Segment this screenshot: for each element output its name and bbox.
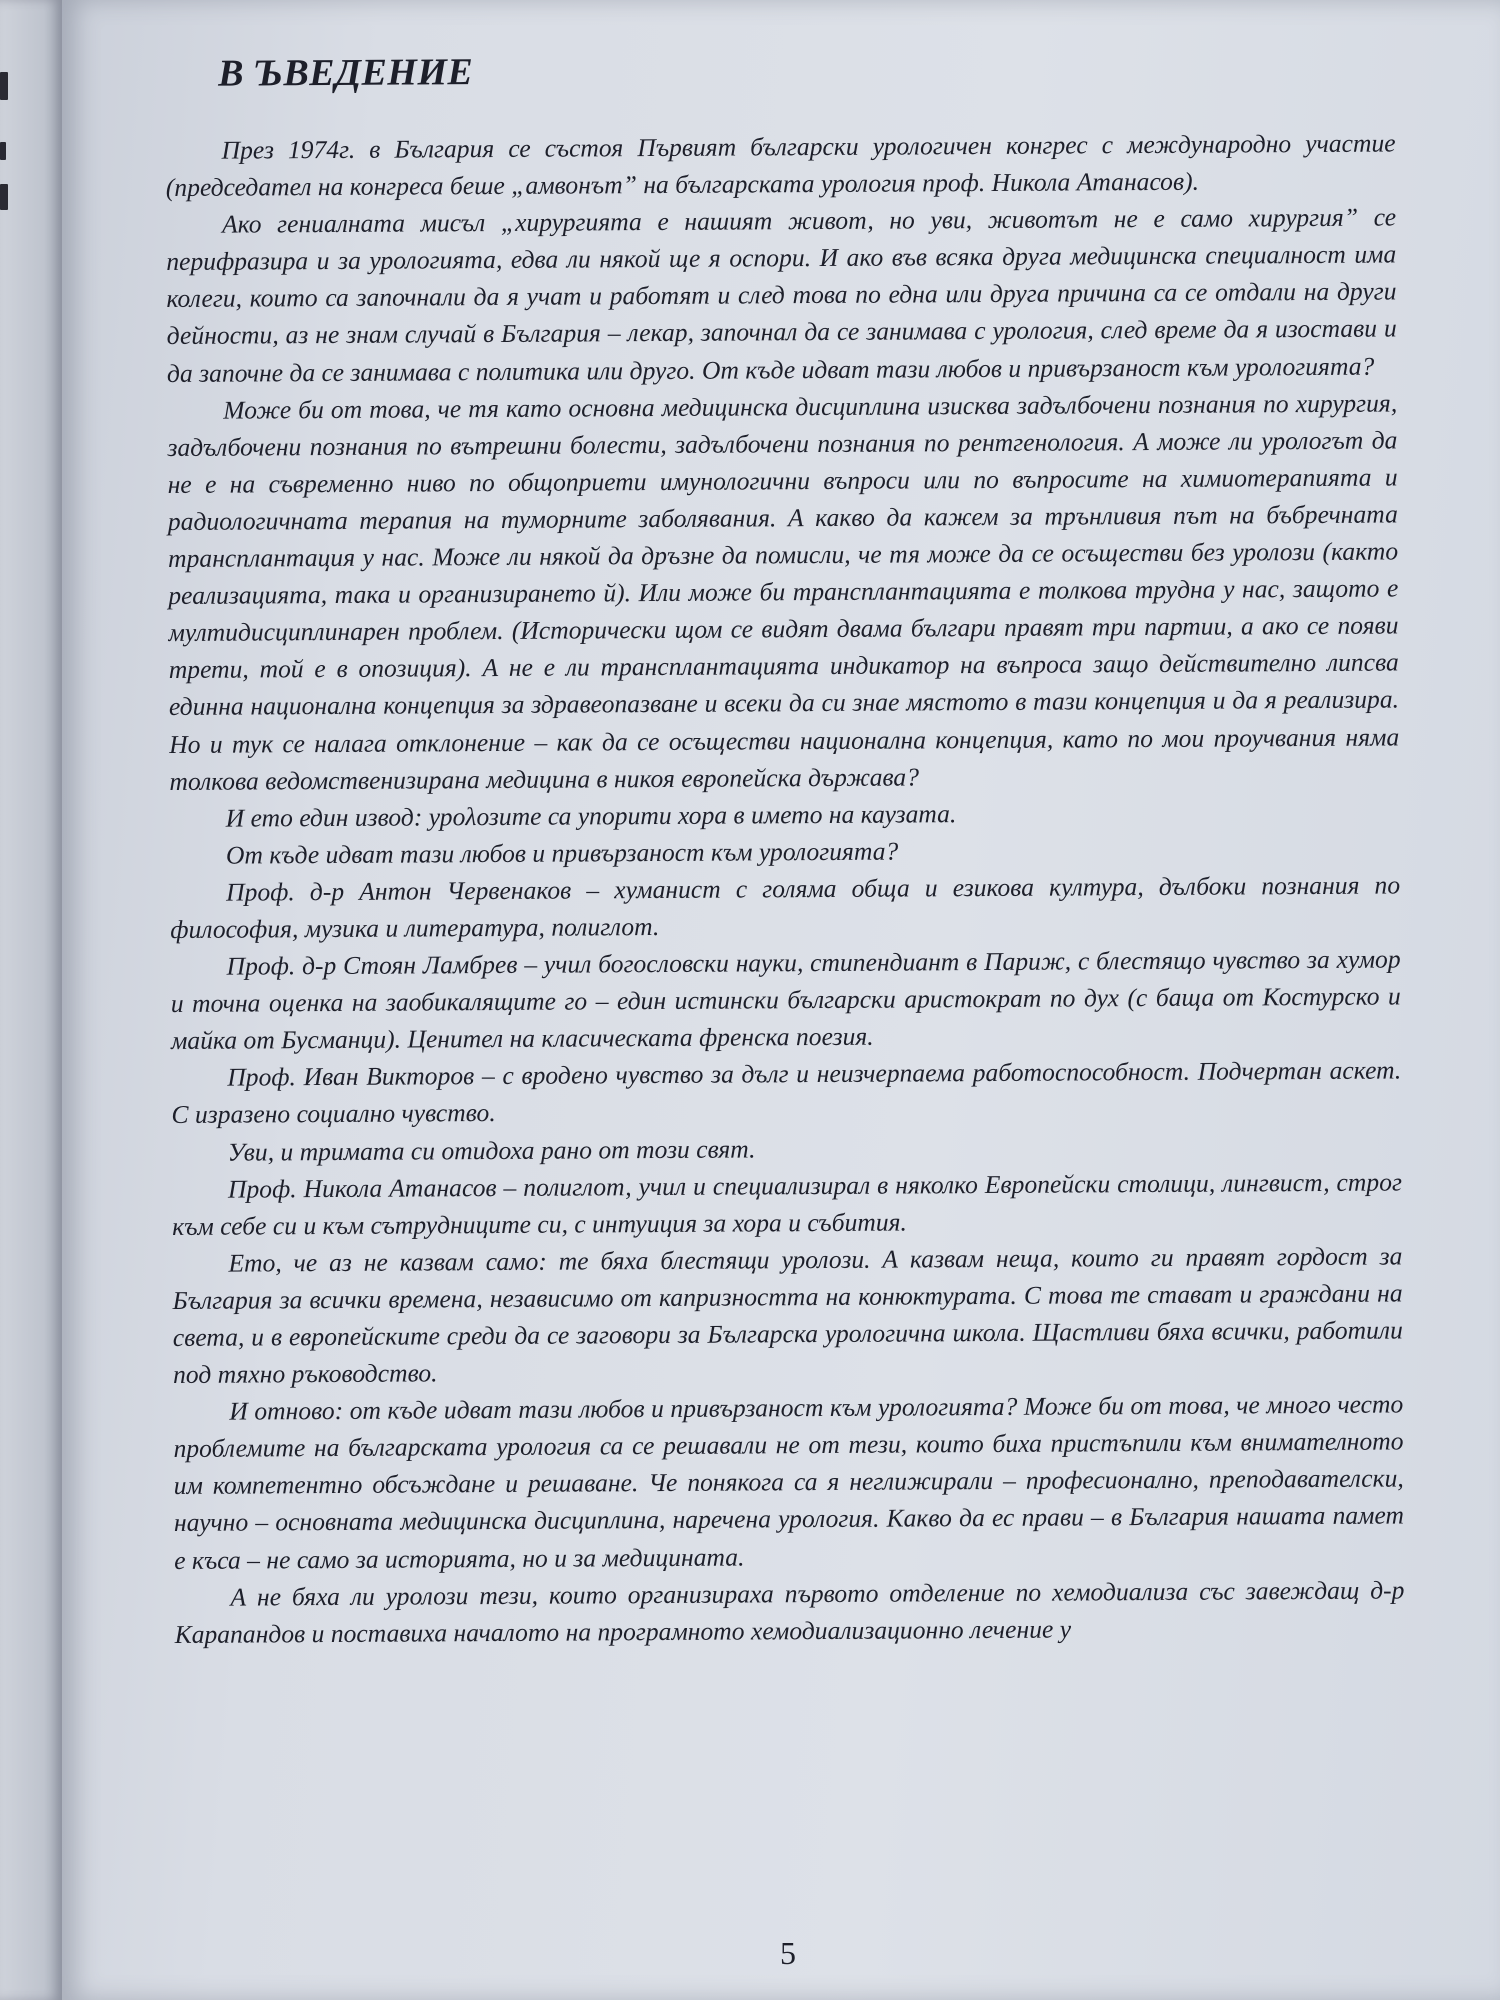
paragraph: Ето, че аз не казвам само: те бяха блестящи уролози. А казвам неща, които ги правят гордост за България за всички времена, независимо от капризността на конюктурата. С това те стават и граждани на света, и в европейските среди да се заговори за Българска урологична школа. Щастливи бяха всички, работили под тяхно ръководство. [172, 1241, 1403, 1390]
page-edge-mark [0, 72, 8, 100]
page-content [165, 44, 1405, 1652]
paragraph: Ако гениалната мисъл „хирургията е нашият живот, но уви, животът не е само хирургия” се перифразира и за урологията, едва ли някой ще я оспори. И ако във всяка друга медицинска специалност има колеги, които са започнали да я учат и работят и след това по една или друга причина са се отдали на други дейности, аз не знам случай в България – лекар, започнал да се занимава с урология, след време да я изостави и да започне да се занимава с политика или друго. От къде идват тази любов и привързаност към урологията? [166, 202, 1397, 388]
paragraph: Проф. Никола Атанасов – полиглот, учил и специализирал в няколко Европейски столици, лингвист, строг към себе си и към сътрудниците си, с интуиция за хора и събития. [172, 1167, 1403, 1241]
paragraph: Уви, и тримата си отидоха рано от този свят. [227, 1133, 756, 1167]
page-number: 5 [780, 1935, 796, 1971]
page-edge-mark [0, 184, 8, 210]
previous-page-edge [0, 0, 62, 2000]
book-page [62, 0, 1500, 2000]
paragraph: Проф. д-р Стоян Ламбрев – учил богословски науки, стипендиант в Париж, с блестящо чувство за хумор и точна оценка на заобикалящите го – един истински български аристократ по дух (с баща от Костурско и майка от Бусманци). Ценител на класическата френска поезия. [170, 944, 1401, 1056]
paragraph: Проф. д-р Антон Червенаков – хуманист с голяма обща и езикова култура, дълбоки познания по философия, музика и литература, полиглот. [170, 870, 1401, 944]
paragraph: Може би от това, че тя като основна медицинска дисциплина изисква задълбочени познания по хирургия, задълбочени познания по вътрешни болести, задълбочени познания по рентгенология. А може ли урологът да не е на съвременно ниво по общоприети имунологични въпроси или по въпросите на химиотерапията и радиологичната терапия на туморните заболявания. А какво да кажем за трънливия път на бъбречната трансплантация у нас. Може ли някой да дръзне да помисли, че тя може да се осъществи без уролози (както реализацията, така и организирането й). Или може би трансплантацията е толкова трудна у нас, защото е мултидисциплинарен проблем. (Исторически щом се видят двама българи правят три партии, а ако се появи трети, той е в опозиция). А не е ли трансплантацията индикатор на въпроса защо действително липсва единна национална концепция за здравеопазване и всеки да си знае мястото в тази концепция и да я реализира. Но и тук се налага отклонение – как да се осъществи национална концепция, като по мои проучвания няма толкова ведомственизирана медицина в никоя европейска държава? [167, 388, 1400, 796]
paragraph: През 1974г. в България се състоя Първият български урологичен конгрес с международно участие (председател на конгреса беше „амвонът” на българската урология проф. Никола Атанасов). [165, 128, 1396, 203]
page-edge-mark [0, 142, 6, 160]
paragraph: От къде идват тази любов и привързаност към урологията? [225, 836, 899, 870]
paragraph: Проф. Иван Викторов – с вродено чувство за дълг и неизчерпаема работоспособност. Подчертан аскет. С изразено социално чувство. [171, 1055, 1402, 1130]
paragraph: И ето един извод: урολозите са упорити хора в името на каузата. [225, 798, 957, 833]
paragraph: И отново: от къде идват тази любов и привързаност към урологията? Може би от това, че много често проблемите на българската урология са се решавали не от тези, които биха пристъпили към внимателното им компетентно обсъждане и решаване. Че понякога са я неглижирали – професионално, преподавателски, научно – основната медицинска дисциплина, наречена урология. Какво да ес прави – в България нашата памет е къса – не само за историята, но и за медицината. [173, 1389, 1405, 1575]
chapter-title: В ЪВЕДЕНИЕ [218, 51, 474, 95]
paragraph: А не бяха ли уролози тези, които организираха първото отделение по хемодиализа със завеждащ д-р Карапандов и поставиха началото на програмното хемодиализационно лечение у [174, 1575, 1405, 1649]
